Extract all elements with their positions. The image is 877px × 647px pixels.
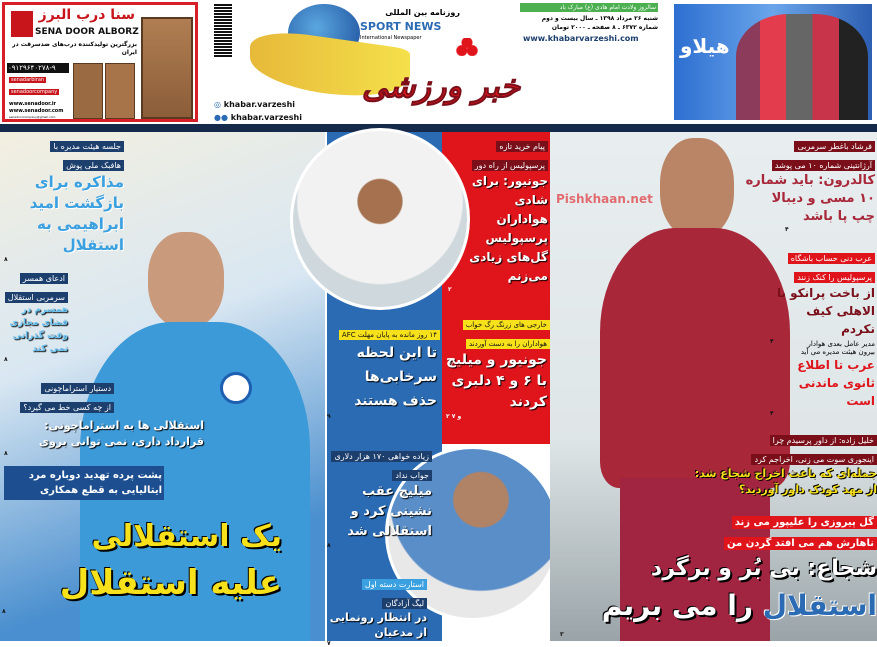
kicker: ادعای همسر	[20, 273, 68, 284]
page-ref: ۴	[770, 338, 774, 345]
ad-phone: ۰۹۱۲۹۶۴۰۲۷۸-۹	[7, 63, 69, 73]
instagram-handle[interactable]: ◎ khabar.varzeshi	[214, 100, 296, 109]
coach-head	[148, 232, 224, 328]
story-calderon[interactable]	[725, 134, 875, 233]
logo-sport-news: SPORT NEWS	[360, 20, 442, 33]
ad-sena-door[interactable]	[2, 2, 198, 122]
story-nouri[interactable]	[740, 340, 875, 417]
story-threat[interactable]: پشت پرده تهدید دوباره مرد ایتالیایی به قطع همکاری	[4, 466, 164, 500]
issue-date: شنبه ۲۶ مرداد ۱۳۹۸ ـ سال بیست و دوم	[541, 15, 658, 22]
ad-brand-en: SENA DOOR ALBORZ	[35, 27, 139, 37]
door-image	[105, 63, 135, 119]
page-ref: ۹	[327, 413, 331, 420]
page-ref: ۸	[2, 608, 6, 615]
cast-photo	[736, 14, 868, 120]
kicker: ناهارش هم می افتد گردن من	[724, 537, 877, 550]
newspaper-title-logo[interactable]	[361, 48, 520, 118]
kicker: هواداران را به دست آوردند	[466, 339, 550, 349]
page-ref: ۴	[785, 226, 789, 233]
kicker: هافبک ملی پوش	[63, 160, 124, 171]
main-headline-left[interactable]	[2, 516, 282, 615]
story-assistant[interactable]	[4, 376, 204, 457]
kicker: بیرون هیئت مدیره می آید	[800, 348, 875, 356]
headline-rest: را می بریم	[601, 589, 753, 622]
kicker: پرسپولیس را کنک زنند	[794, 272, 875, 283]
headline: عرب تا اطلاع ثانوی ماندنی است	[797, 358, 875, 408]
kicker: استارت دسته اول	[362, 579, 427, 590]
kicker: خلیل زاده: از داور پرسیدم چرا	[770, 435, 877, 446]
headline: استقلالی ها به استراماچونی: قرارداد داری، نمی توانی بروی	[38, 419, 204, 448]
ad-web1: www.senadoor.ir	[9, 101, 57, 107]
page-ref: ۴	[770, 410, 774, 417]
logo-dots-icon	[454, 38, 480, 56]
headline: جونیور و میلیچ با ۶ و ۴ دلبری کردند	[445, 352, 547, 410]
right-section	[550, 132, 877, 641]
kicker: جلسه هیئت مدیره با	[50, 141, 124, 152]
esteghlal-badge-icon	[220, 372, 252, 404]
kicker: دستیار استراماچونی	[41, 383, 114, 394]
headline: از باخت پرانکو با الاهلی کیف نکردم	[776, 286, 875, 336]
kicker: عرب دنی حساب باشگاه	[788, 253, 875, 264]
kicker: گل پیروزی را علیپور می زند	[732, 516, 877, 529]
headline-line1: یک استقلالی	[91, 519, 282, 554]
page-ref: ۸	[4, 356, 8, 363]
story-arab[interactable]	[740, 246, 875, 345]
left-section	[0, 132, 325, 641]
story-junior[interactable]	[448, 134, 548, 293]
headline-line2: علیه استقلال	[59, 563, 282, 603]
page-ref: ۸	[4, 450, 8, 457]
ad-hilaw-series[interactable]	[674, 4, 872, 120]
headline: جونیور: برای شادی هواداران پرسپولیس گل‌های زیادی می‌زنم	[469, 174, 548, 283]
navy-strip	[0, 124, 877, 132]
page-ref: ۸	[327, 542, 331, 549]
logo-title: خبر ورزشی	[361, 67, 520, 105]
ad-telegram: senadarbiran	[11, 77, 45, 83]
headline-line1: شجاع: بی بُر و برگرد	[650, 556, 877, 581]
kicker: زیاده خواهی ۱۷۰ هزار دلاری	[331, 451, 432, 462]
page-ref: ۲	[448, 286, 452, 293]
telegram-handle[interactable]: ●● khabar.varzeshi	[214, 113, 302, 122]
masthead	[0, 0, 877, 124]
page-ref: ۳	[560, 631, 564, 638]
story-omid-ebrahimi[interactable]	[4, 134, 124, 263]
page-ref: ۲ و ۷	[446, 413, 462, 420]
kicker: لیگ آزادگان	[382, 598, 427, 609]
barcode	[214, 4, 232, 58]
headline: همسرم در فضای مجازی وقت گذرانی نمی کند	[9, 305, 68, 354]
kicker: فرشاد باغطر سرمربی	[794, 141, 875, 152]
ad-web2: www.senadoor.com	[9, 108, 64, 114]
headline: در انتظار رونمایی از مدعیان	[329, 611, 427, 639]
kicker: آرژانتینی شماره ۱۰ می پوشد	[772, 160, 875, 171]
ad-email: senadoorcompany@gmail.com	[9, 115, 56, 119]
kicker: اینجوری سوت می زنی، اخراجم کرد	[751, 454, 877, 465]
kicker: پرسپولیس از راه دور	[472, 160, 548, 171]
story-starters[interactable]	[327, 572, 427, 647]
ad-brand-fa: سنا درب البرز	[38, 7, 135, 23]
headline: کالدرون: باید شماره ۱۰ مسی و دیبالا چپ پا باشد	[745, 173, 875, 224]
junior-photo	[290, 128, 470, 310]
website-link[interactable]: www.khabarvarzeshi.com	[523, 34, 639, 43]
ad-tagline: بزرگترین تولیدکننده درب‌های ضدسرقت در ایران	[7, 41, 137, 57]
kicker: جواب نداد	[392, 470, 432, 481]
headline-highlight: استقلال	[762, 589, 877, 622]
story-shoja-ejection[interactable]	[690, 428, 877, 498]
headline: میلیچ عقب نشینی کرد و استقلالی شد	[347, 484, 432, 539]
kicker: مدیر عامل بعدی هوادار	[807, 340, 875, 348]
page-ref: ۷	[327, 640, 331, 647]
sena-logo-icon	[11, 11, 33, 37]
social-handles	[214, 98, 302, 124]
headline-line2	[560, 586, 877, 626]
kicker: ۱۴ روز مانده به پایان مهلت AFC	[339, 330, 440, 340]
story-shoja-main[interactable]	[560, 510, 877, 638]
story-wife[interactable]	[4, 266, 68, 363]
instagram-icon: ◎	[214, 100, 221, 109]
watermark: Pishkhaan.net	[556, 192, 653, 206]
logo-intl: International Newspaper	[360, 35, 422, 41]
player-head	[660, 138, 734, 238]
headline: جمله‌ای که باعث اخراج شجاع شد: از مهد کودک داور آوردید؟	[694, 467, 877, 496]
ad-instagram: senadoorcompany	[11, 89, 58, 95]
door-image	[73, 63, 103, 119]
kicker: از چه کسی خط می گیرد؟	[20, 402, 114, 413]
issue-number: شماره ۶۳۷۲ ـ ۸ صفحه ـ ۲۰۰۰ تومان	[551, 24, 658, 31]
ad-hilaw-title: هیلاو	[680, 34, 730, 58]
door-image	[141, 17, 193, 119]
page-ref: ۸	[4, 256, 8, 263]
kicker: خارجی های زرنگ رگ خواب	[463, 320, 550, 330]
headline: مذاکره برای بازگشت امید ابراهیمی به استقلال	[29, 173, 124, 254]
issue-banner: سالروز ولادت امام هادی (ع) مبارک باد	[520, 3, 658, 12]
story-dolbari[interactable]	[442, 312, 550, 420]
story-milic[interactable]	[327, 444, 432, 549]
headline: تا این لحظه سرخابی‌ها حذف هستند	[354, 345, 437, 409]
kicker: پیام خرید تازه	[496, 141, 548, 152]
telegram-icon: ●●	[214, 113, 228, 122]
story-afc[interactable]	[327, 322, 440, 420]
logo-newspaper-fa: روزنامه بین المللی	[385, 8, 460, 17]
kicker: سرمربی استقلال	[5, 292, 68, 303]
